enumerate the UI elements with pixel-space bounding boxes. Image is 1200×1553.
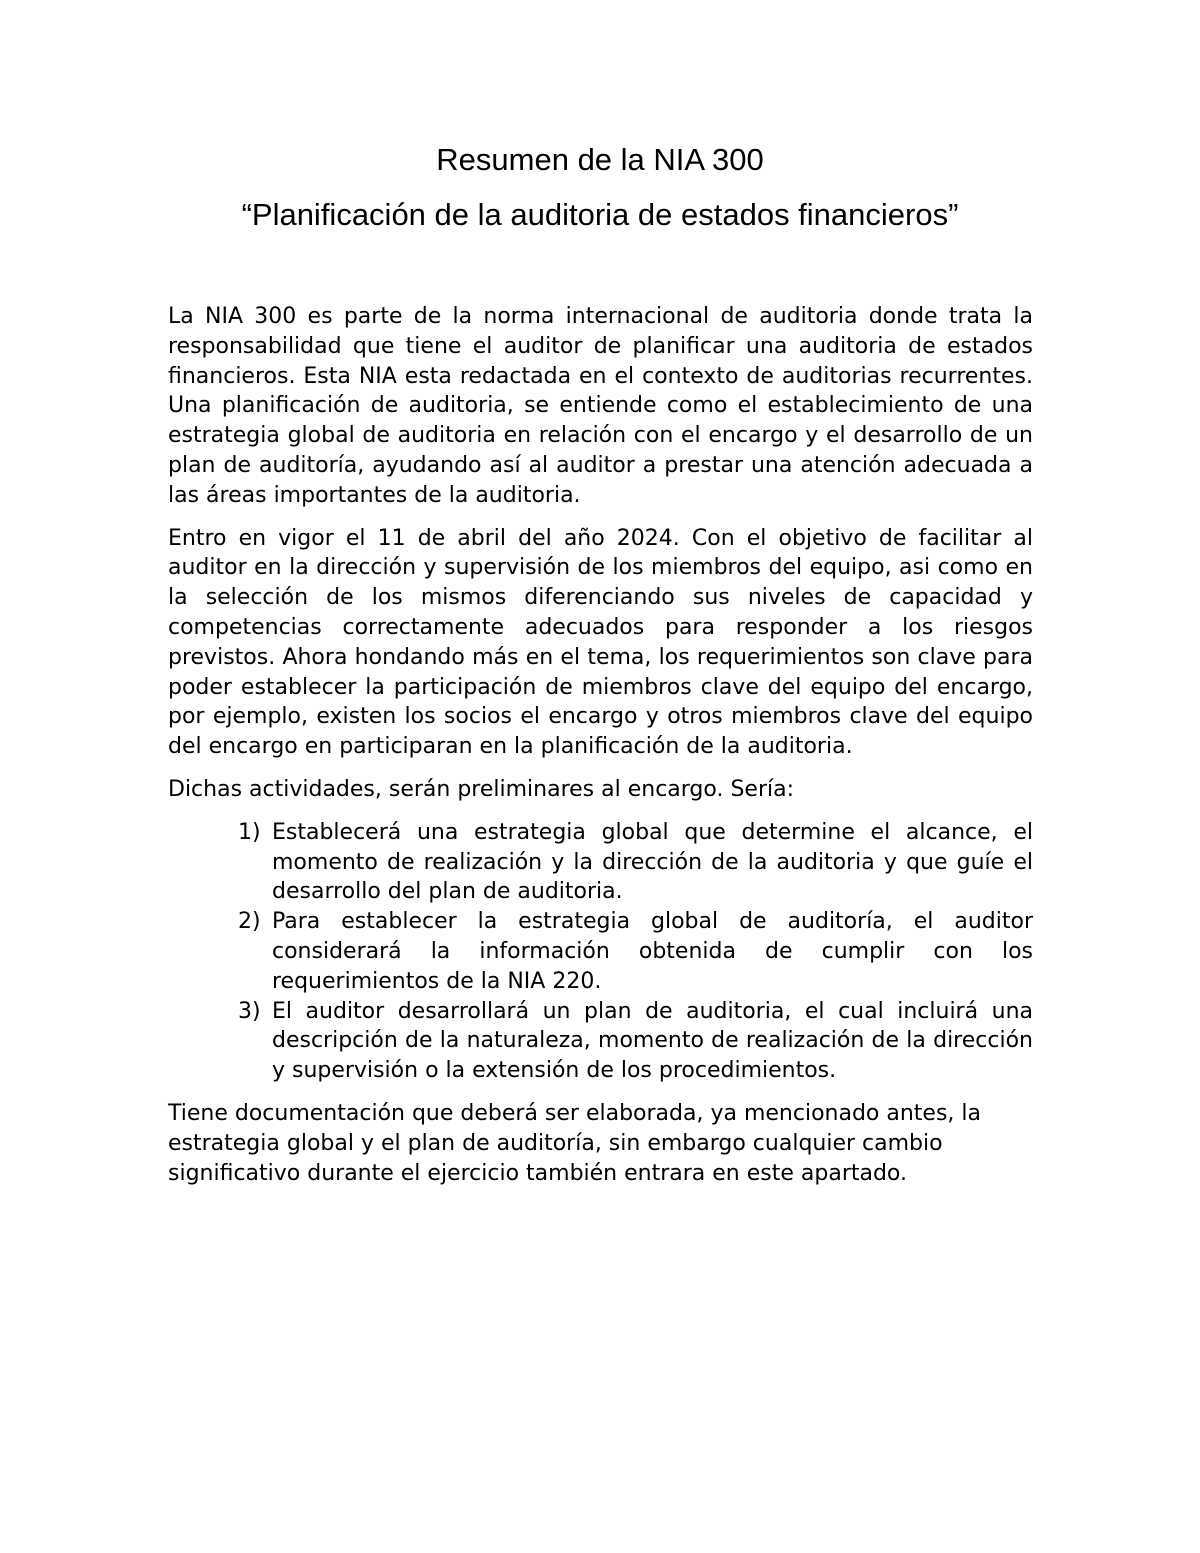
title-block bbox=[0, 138, 1200, 237]
list-item-text: Para establecer la estrategia global de auditoría, el auditor considerará la información obtenida de cumplir con los requerimientos de la NIA 220. bbox=[272, 909, 1033, 994]
document-title: Resumen de la NIA 300 bbox=[436, 142, 764, 177]
activities-list bbox=[168, 818, 1033, 1086]
document-body bbox=[168, 302, 1033, 1201]
list-item-number: 1) bbox=[238, 819, 261, 845]
paragraph-activities: Dichas actividades, serán preliminares al encargo. Sería: bbox=[168, 776, 795, 802]
list-item bbox=[168, 997, 1033, 1086]
list-item-text: Establecerá una estrategia global que determine el alcance, el momento de realización y la dirección de la auditoria y que guíe el desarrollo del plan de auditoria. bbox=[272, 819, 1033, 905]
paragraph-intro: La NIA 300 es parte de la norma internacional de auditoria donde trata la responsabilidad que tiene el auditor de planificar una auditoria de estados financieros. Esta NIA esta redactada en el contexto de auditorias recurrentes. Una planificación de auditoria, se entiende como el establecimiento de una estrategia global de auditoria en relación con el encargo y el desarrollo de un plan de auditoría, ayudando así al auditor a prestar una atención adecuada a las áreas importantes de la auditoria. bbox=[168, 304, 1033, 508]
list-item-text: El auditor desarrollará un plan de auditoria, el cual incluirá una descripción de la naturaleza, momento de realización de la dirección y supervisión o la extensión de los procedimientos. bbox=[272, 998, 1033, 1084]
list-item-number: 3) bbox=[238, 998, 261, 1024]
paragraph-closing: Tiene documentación que deberá ser elaborada, ya mencionado antes, la estrategia global y el plan de auditoría, sin embargo cualquier cambio significativo durante el ejercicio también entrara en este apartado. bbox=[168, 1100, 982, 1186]
list-item bbox=[168, 818, 1033, 907]
paragraph-vigor: Entro en vigor el 11 de abril del año 2024. Con el objetivo de facilitar al auditor en la dirección y supervisión de los miembros del equipo, asi como en la selección de los mismos diferenciando sus niveles de capacidad y competencias correctamente adecuados para responder a los riesgos previstos. Ahora hondando más en el tema, los requerimientos son clave para poder establecer la participación de miembros clave del equipo del encargo, por ejemplo, existen los socios el encargo y otros miembros clave del equipo del encargo en participaran en la planificación de la auditoria. bbox=[168, 525, 1033, 760]
list-item-number: 2) bbox=[238, 909, 261, 935]
list-item bbox=[168, 907, 1033, 996]
document-subtitle: “Planificación de la auditoria de estados financieros” bbox=[241, 197, 959, 232]
